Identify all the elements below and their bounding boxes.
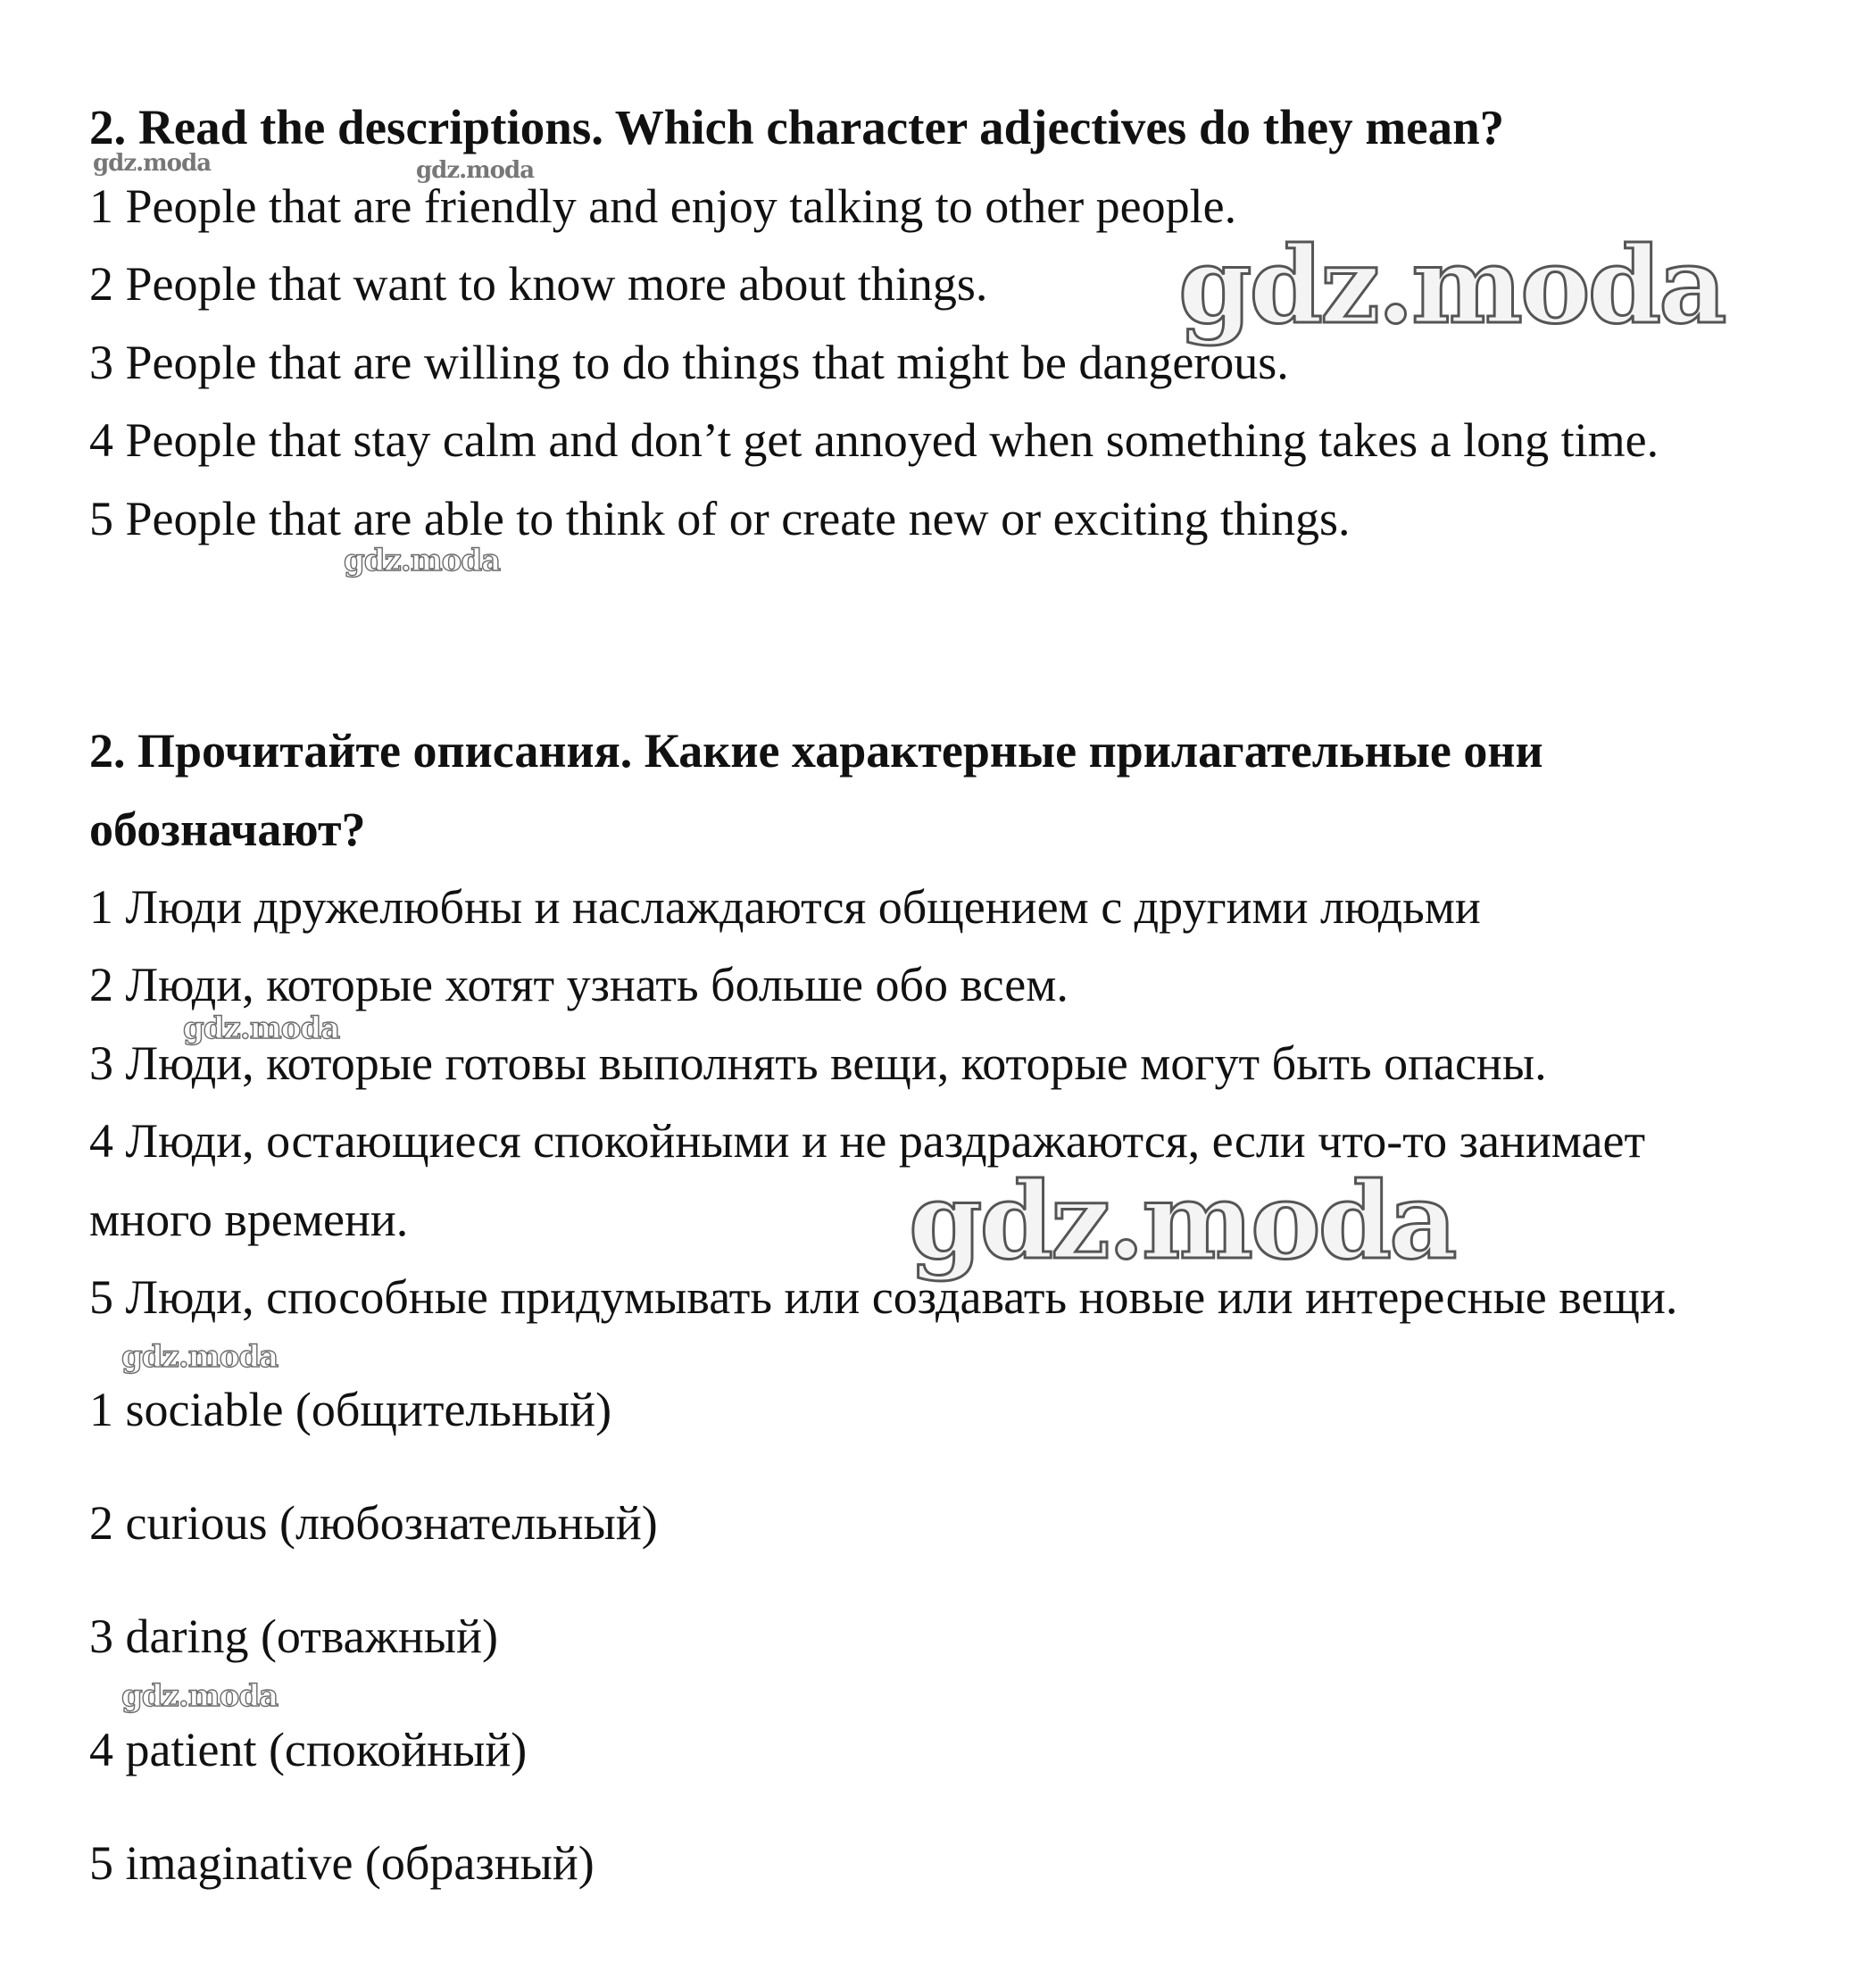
watermark-logo: gdz.moda [1178, 223, 1725, 347]
english-item-5: 5 People that are able to think of or create new or exciting things. [89, 492, 1351, 545]
watermark-logo: gdz.moda [183, 1011, 340, 1046]
answer-2: 2 curious (любознательный) [89, 1496, 658, 1550]
russian-heading-line1: 2. Прочитайте описания. Какие характерные прилагательные они [89, 724, 1543, 778]
watermark-logo: gdz.moda [93, 150, 212, 177]
russian-item-1: 1 Люди дружелюбны и наслаждаются общением с другими людьми [89, 880, 1481, 934]
english-heading: 2. Read the descriptions. Which character adjectives do they mean? [89, 100, 1505, 154]
answer-5: 5 imaginative (образный) [89, 1836, 595, 1890]
watermark-logo: gdz.moda [121, 1678, 279, 1714]
watermark-logo: gdz.moda [416, 157, 535, 184]
answer-3: 3 daring (отважный) [89, 1610, 498, 1663]
english-item-4: 4 People that stay calm and don’t get annoyed when something takes a long time. [89, 413, 1659, 467]
russian-item-5: 5 Люди, способные придумывать или создавать новые или интересные вещи. [89, 1270, 1678, 1324]
russian-item-3: 3 Люди, которые готовы выполнять вещи, которые могут быть опасны. [89, 1036, 1547, 1090]
russian-item-4: 4 Люди, остающиеся спокойными и не раздражаются, если что-то занимает [89, 1114, 1646, 1168]
answer-4: 4 patient (спокойный) [89, 1723, 528, 1776]
english-item-3: 3 People that are willing to do things that might be dangerous. [89, 336, 1289, 389]
answer-1: 1 sociable (общительный) [89, 1383, 612, 1436]
watermark-logo: gdz.moda [121, 1339, 279, 1375]
russian-heading-line2: обозначают? [89, 803, 366, 856]
english-item-1: 1 People that are friendly and enjoy talking to other people. [89, 179, 1237, 233]
watermark-logo: gdz.moda [344, 543, 501, 578]
russian-item-4-cont: много времени. [89, 1193, 409, 1246]
russian-item-2: 2 Люди, которые хотят узнать больше обо всем. [89, 958, 1069, 1011]
watermark-logo: gdz.moda [909, 1159, 1455, 1283]
english-item-2: 2 People that want to know more about things. [89, 257, 988, 311]
